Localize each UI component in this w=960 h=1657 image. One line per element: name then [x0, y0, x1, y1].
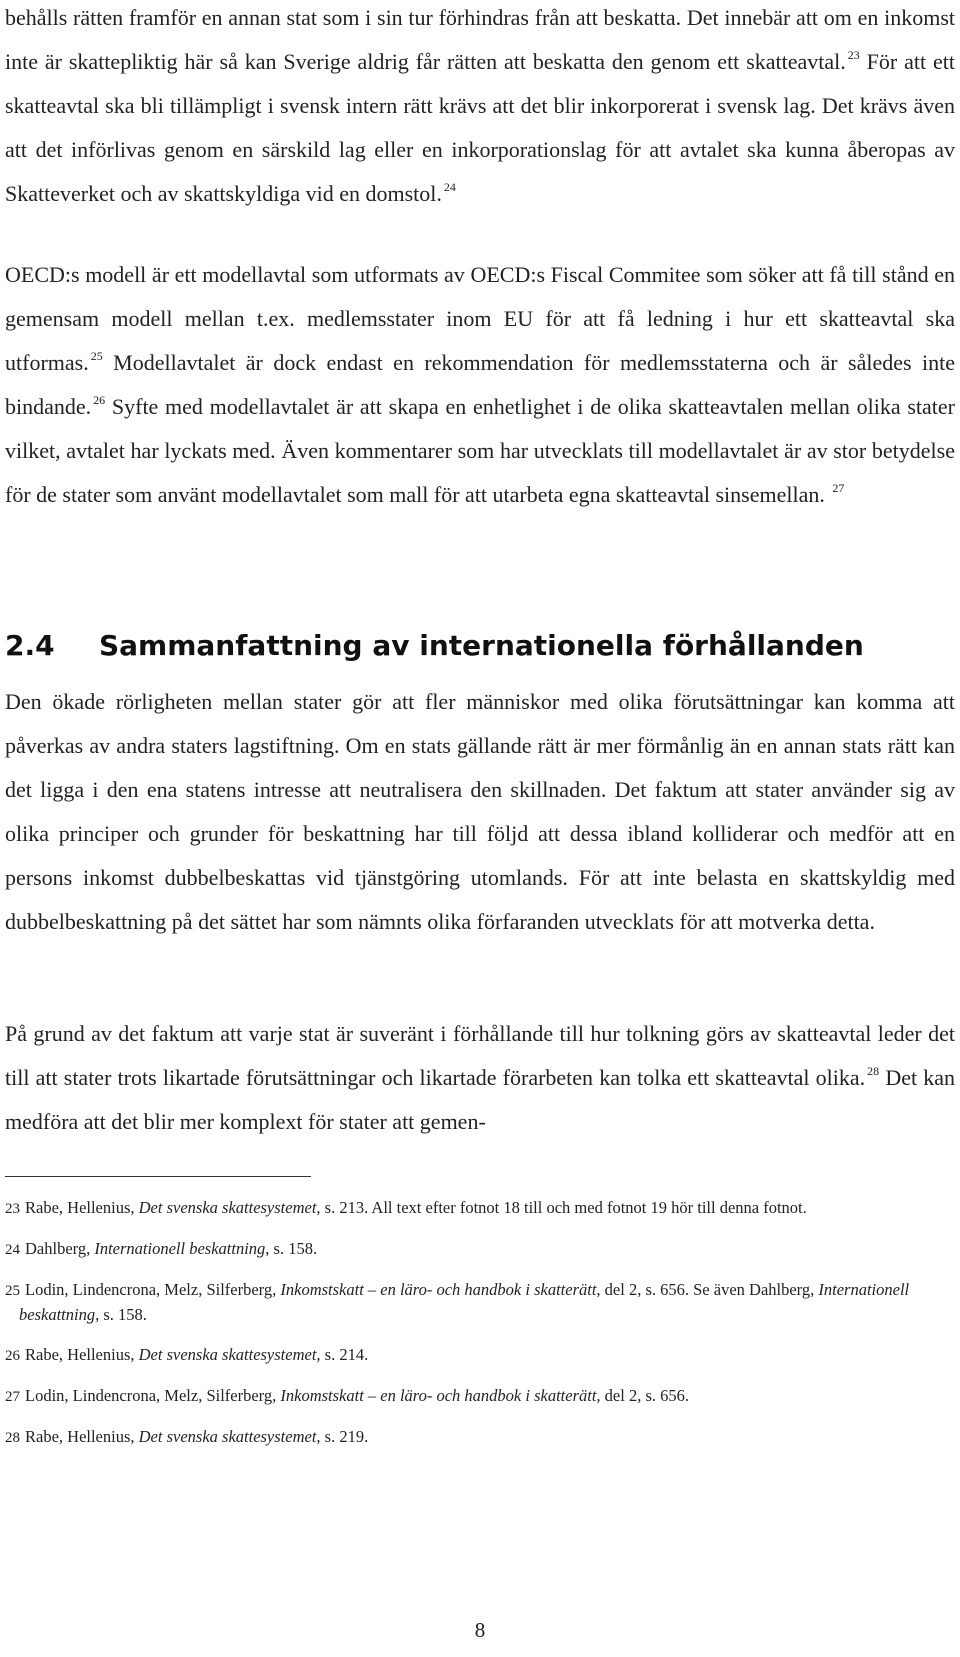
paragraph-2: [5, 253, 955, 517]
footnote-author: Rabe, Hellenius,: [25, 1427, 139, 1446]
page-number: 8: [474, 1618, 486, 1642]
footnote-25: [5, 1278, 955, 1327]
footnote-ref-28[interactable]: 28: [867, 1064, 880, 1078]
paragraph-1: [5, 0, 955, 216]
footnote-title: Det svenska skattesystemet,: [138, 1198, 321, 1217]
paragraph-2-text-b: Modellavtalet är dock endast en rekommendation för medlemsstaterna och är således inte bindande.: [5, 350, 955, 419]
footnote-number: 23: [5, 1201, 20, 1217]
footnote-title: Inkomstskatt – en läro- och handbok i skatterätt: [280, 1386, 597, 1405]
footnote-author: Rabe, Hellenius,: [25, 1345, 139, 1364]
footnote-number: 25: [5, 1283, 20, 1299]
footnote-26: [5, 1343, 955, 1368]
footnote-number: 24: [5, 1242, 20, 1258]
footnote-author: Dahlberg,: [25, 1239, 95, 1258]
footnote-ref-26[interactable]: 26: [93, 393, 106, 407]
footnote-author: Lodin, Lindencrona, Melz, Silferberg,: [25, 1280, 281, 1299]
footnote-detail: , s. 219.: [316, 1427, 369, 1446]
paragraph-1-text-a: behålls rätten framför en annan stat som i sin tur förhindras från att beskatta. Det innebär att om en inkomst inte är skattepliktig här så kan Sverige aldrig får rätten att beskatta den genom ett skatteavtal.: [5, 5, 955, 74]
paragraph-3: [5, 680, 955, 944]
section-heading: [5, 625, 955, 679]
footnote-detail-2: s. 158.: [99, 1305, 147, 1324]
footnote-24: [5, 1237, 955, 1262]
footnote-number: 27: [5, 1389, 20, 1405]
footnote-author: Lodin, Lindencrona, Melz, Silferberg,: [25, 1386, 281, 1405]
footnote-ref-24[interactable]: 24: [443, 180, 456, 194]
paragraph-1-text-b: För att ett skatteavtal ska bli tillämpligt i svensk intern rätt krävs att det blir inkorporerat i svensk lag. Det krävs även att det införlivas genom en särskild lag eller en inkorporationslag för att avtalet ska kunna åberopas av Skatteverket och av skattskyldiga vid en domstol.: [5, 49, 955, 206]
section-title: Sammanfattning av internationella förhållanden: [99, 629, 864, 662]
footnote-detail: , del 2, s. 656. Se även Dahlberg,: [596, 1280, 819, 1299]
footnote-detail: s. 213. All text efter fotnot 18 till och med fotnot 19 hör till denna fotnot.: [320, 1198, 807, 1217]
paragraph-4-text-b: Det kan medföra att det blir mer komplext för stater att gemen-: [5, 1065, 956, 1134]
paragraph-3-text: Den ökade rörligheten mellan stater gör att fler människor med olika förutsättningar kan komma att påverkas av andra staters lagstiftning. Om en stats gällande rätt är mer förmånlig än en annan stats rätt kan det ligga i den ena statens intresse att neutralisera den skillnaden. Det faktum att stater använder sig av olika principer och grunder för beskattning har till följd att dessa ibland kolliderar och medför att en persons inkomst dubbelbeskattas vid tjänstgöring utomlands. För att inte belasta en skattskyldig med dubbelbeskattning på det sättet har som nämnts olika förfaranden utvecklats för att motverka detta.: [5, 689, 955, 934]
footnote-23: [5, 1196, 955, 1221]
paragraph-2-text-c: Syfte med modellavtalet är att skapa en enhetlighet i de olika skatteavtalen mellan olika stater vilket, avtalet har lyckats med. Även kommentarer som har utvecklats till modellavtalet är av stor betydelse för de stater som använt modellavtalet som mall för att utarbeta egna skatteavtal sinsemellan.: [5, 394, 955, 507]
footnote-28: [5, 1425, 955, 1450]
footnote-detail: , s. 214.: [316, 1345, 369, 1364]
paragraph-4-text-a: På grund av det faktum att varje stat är suveränt i förhållande till hur tolkning görs av skatteavtal leder det till att stater trots likartade förutsättningar och likartade förarbeten kan tolka ett skatteavtal olika.: [5, 1021, 955, 1090]
footnote-author: Rabe, Hellenius,: [25, 1198, 139, 1217]
footnote-ref-23[interactable]: 23: [847, 48, 860, 62]
section-number: 2.4: [5, 629, 55, 662]
paragraph-4: [5, 1012, 955, 1144]
footnote-detail: , s. 158.: [265, 1239, 318, 1258]
footnote-title: Det svenska skattesystemet: [138, 1427, 317, 1446]
document-page: [5, 0, 955, 1657]
footnote-number: 28: [5, 1430, 20, 1446]
footnote-detail: , del 2, s. 656.: [596, 1386, 690, 1405]
footnote-separator: [5, 1176, 311, 1177]
footnote-27: [5, 1384, 955, 1409]
footnote-title: Det svenska skattesystemet: [138, 1345, 317, 1364]
footnote-title-2: Internationell beskattning,: [19, 1280, 910, 1324]
footnote-number: 26: [5, 1348, 20, 1364]
footnote-ref-27[interactable]: 27: [832, 481, 845, 495]
paragraph-2-text-a: OECD:s modell är ett modellavtal som utformats av OECD:s Fiscal Commitee som söker att få till stånd en gemensam modell mellan t.ex. medlemsstater inom EU för att få ledning i hur ett skatteavtal ska utformas.: [5, 262, 955, 375]
footnotes: [5, 1196, 955, 1466]
footnote-title: Internationell beskattning: [94, 1239, 266, 1258]
footnote-title: Inkomstskatt – en läro- och handbok i skatterätt: [280, 1280, 597, 1299]
footnote-ref-25[interactable]: 25: [90, 349, 103, 363]
